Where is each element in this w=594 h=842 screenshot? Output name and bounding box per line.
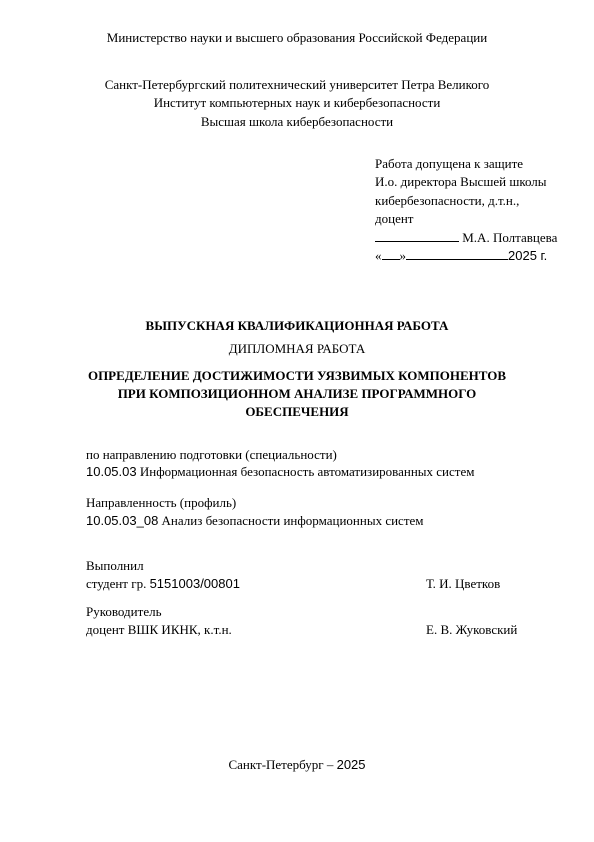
approval-year: 2025 г.: [508, 248, 548, 263]
topic-line-1: ОПРЕДЕЛЕНИЕ ДОСТИЖИМОСТИ УЯЗВИМЫХ КОМПОНЕНТОВ: [87, 368, 507, 383]
month-blank: [406, 248, 508, 260]
performer-name: Т. И. Цветков: [426, 576, 501, 591]
date-row: [375, 248, 547, 264]
profile-code: 10.05.03_08: [86, 513, 159, 528]
supervisor-role: доцент ВШК ИКНК, к.т.н.: [86, 622, 232, 637]
profile-label: Направленность (профиль): [86, 495, 237, 510]
date-open-quote: «: [375, 248, 382, 263]
profile-value: Анализ безопасности информационных систем: [158, 513, 424, 528]
work-type-heading: ВЫПУСКНАЯ КВАЛИФИКАЦИОННАЯ РАБОТА: [145, 318, 449, 333]
direction-row: [86, 464, 474, 480]
approval-line-2: И.о. директора Высшей школы: [375, 174, 547, 189]
signature-row: [375, 230, 557, 246]
direction-label: по направлению подготовки (специальности): [86, 447, 337, 462]
performer-group: 5151003/00801: [149, 576, 240, 591]
work-subtype: ДИПЛОМНАЯ РАБОТА: [228, 341, 366, 356]
supervisor-label: Руководитель: [86, 604, 162, 619]
date-close-quote: »: [399, 248, 406, 263]
performer-role-prefix: студент гр.: [86, 576, 150, 591]
profile-row: [86, 513, 424, 529]
signer-name: М.А. Полтавцева: [462, 230, 558, 245]
direction-value: Информационная безопасность автоматизированных систем: [136, 464, 475, 479]
institute-line: Институт компьютерных наук и кибербезопасности: [153, 95, 441, 110]
university-line: Санкт-Петербургский политехнический университет Петра Великого: [104, 77, 490, 92]
approval-line-3: кибербезопасности, д.т.н.,: [375, 193, 520, 208]
footer-city: Санкт-Петербург –: [228, 757, 337, 772]
footer-year: 2025: [336, 757, 366, 772]
approval-line-4: доцент: [375, 211, 414, 226]
footer-city-year: [0, 757, 594, 773]
ministry-line: Министерство науки и высшего образования Российской Федерации: [106, 30, 488, 45]
signature-blank: [375, 230, 459, 242]
performer-role: [86, 576, 240, 592]
day-blank: [382, 248, 400, 260]
direction-code: 10.05.03: [86, 464, 137, 479]
supervisor-name: Е. В. Жуковский: [426, 622, 518, 637]
school-line: Высшая школа кибербезопасности: [200, 114, 394, 129]
topic-line-2: ПРИ КОМПОЗИЦИОННОМ АНАЛИЗЕ ПРОГРАММНОГО: [117, 386, 477, 401]
performer-label: Выполнил: [86, 558, 144, 573]
topic-line-3: ОБЕСПЕЧЕНИЯ: [245, 404, 349, 419]
approval-line-1: Работа допущена к защите: [375, 156, 524, 171]
